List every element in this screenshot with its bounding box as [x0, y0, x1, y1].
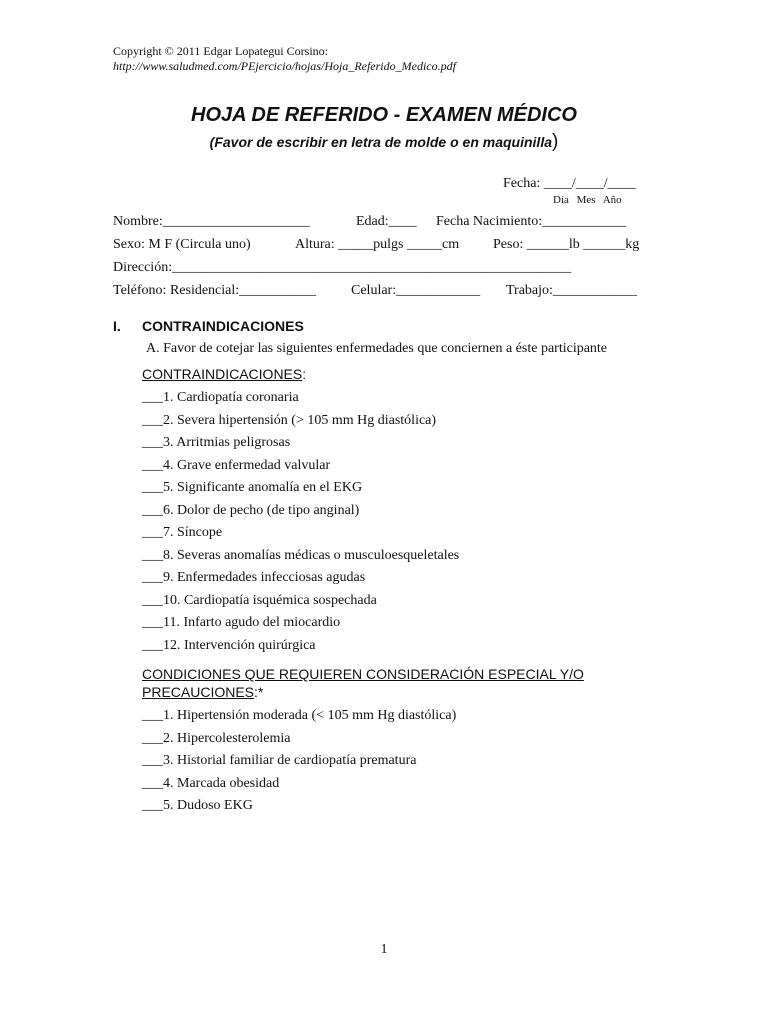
- contraindicacion-item: ___3. Arritmias peligrosas: [142, 435, 291, 450]
- section-instruction: A. Favor de cotejar las siguientes enfermedades que conciernen a éste participante: [146, 341, 608, 356]
- contraindicacion-item: ___11. Infarto agudo del miocardio: [142, 615, 341, 630]
- contraindicaciones-heading: [142, 366, 306, 382]
- condicion-item: ___2. Hipercolesterolemia: [142, 730, 291, 746]
- contraindicacion-item: ___6. Dolor de pecho (de tipo anginal): [142, 502, 360, 518]
- edad-field: Edad:____: [356, 214, 417, 229]
- condicion-item: ___4. Marcada obesidad: [142, 775, 280, 791]
- condiciones-heading-text-1: CONDICIONES QUE REQUIEREN CONSIDERACIÓN ESPECIAL Y/O: [142, 666, 584, 682]
- condiciones-heading-line1: [142, 666, 584, 682]
- contraindicacion-item: ___4. Grave enfermedad valvular: [142, 457, 331, 473]
- page-number: 1: [380, 942, 388, 957]
- document-title: HOJA DE REFERIDO - EXAMEN MÉDICO: [191, 104, 577, 126]
- subtitle-close-paren: ): [552, 131, 559, 152]
- condicion-item: ___5. Dudoso EKG: [142, 798, 253, 813]
- contraindicacion-item: ___10. Cardiopatía isquémica sospechada: [142, 592, 377, 608]
- section-title: CONTRAINDICACIONES: [142, 318, 304, 334]
- contraindicaciones-heading-colon: :: [302, 366, 307, 382]
- copyright-text: Copyright © 2011 Edgar Lopategui Corsino:: [113, 44, 328, 58]
- contraindicacion-item: ___2. Severa hipertensión (> 105 mm Hg diastólica): [142, 412, 437, 428]
- nombre-field: Nombre:_____________________: [113, 214, 310, 229]
- fecha-sublabels: Día Mes Año: [553, 194, 622, 206]
- contraindicacion-item: ___5. Significante anomalía en el EKG: [142, 480, 363, 495]
- condiciones-heading-suffix: :*: [254, 684, 264, 700]
- contraindicacion-item: ___12. Intervención quirúrgica: [142, 637, 316, 653]
- fecha-nacimiento-field: Fecha Nacimiento:____________: [436, 214, 627, 229]
- trabajo-field: Trabajo:____________: [506, 283, 637, 298]
- contraindicacion-item: ___8. Severas anomalías médicas o musculoesqueletales: [142, 547, 460, 563]
- celular-field: Celular:____________: [351, 283, 481, 298]
- condiciones-heading-text-2: PRECAUCIONES: [142, 684, 255, 700]
- subtitle-text: (Favor de escribir en letra de molde o en maquinilla: [209, 134, 552, 150]
- contraindicacion-item: ___9. Enfermedades infecciosas agudas: [142, 570, 366, 585]
- condicion-item: ___3. Historial familiar de cardiopatía prematura: [142, 753, 417, 768]
- altura-field: Altura: _____pulgs _____cm: [295, 237, 460, 252]
- contraindicacion-item: ___7. Síncope: [142, 525, 223, 540]
- section-number: I.: [113, 318, 121, 334]
- document-subtitle: [0, 131, 768, 153]
- sexo-field: Sexo: M F (Circula uno): [113, 237, 251, 252]
- contraindicaciones-heading-text: CONTRAINDICACIONES: [142, 366, 303, 382]
- direccion-field: Dirección:_________________________________________________________: [113, 260, 572, 275]
- condicion-item: ___1. Hipertensión moderada (< 105 mm Hg diastólica): [142, 708, 457, 723]
- contraindicacion-item: ___1. Cardiopatía coronaria: [142, 390, 299, 405]
- source-url: http://www.saludmed.com/PEjercicio/hojas/Hoja_Referido_Medico.pdf: [113, 59, 456, 73]
- copyright-block: [113, 44, 456, 74]
- condiciones-heading-line2: [142, 684, 263, 700]
- peso-field: Peso: ______lb ______kg: [493, 237, 640, 252]
- fecha-field: Fecha: ____/____/____: [503, 176, 636, 191]
- telefono-residencial-field: Teléfono: Residencial:___________: [113, 283, 317, 298]
